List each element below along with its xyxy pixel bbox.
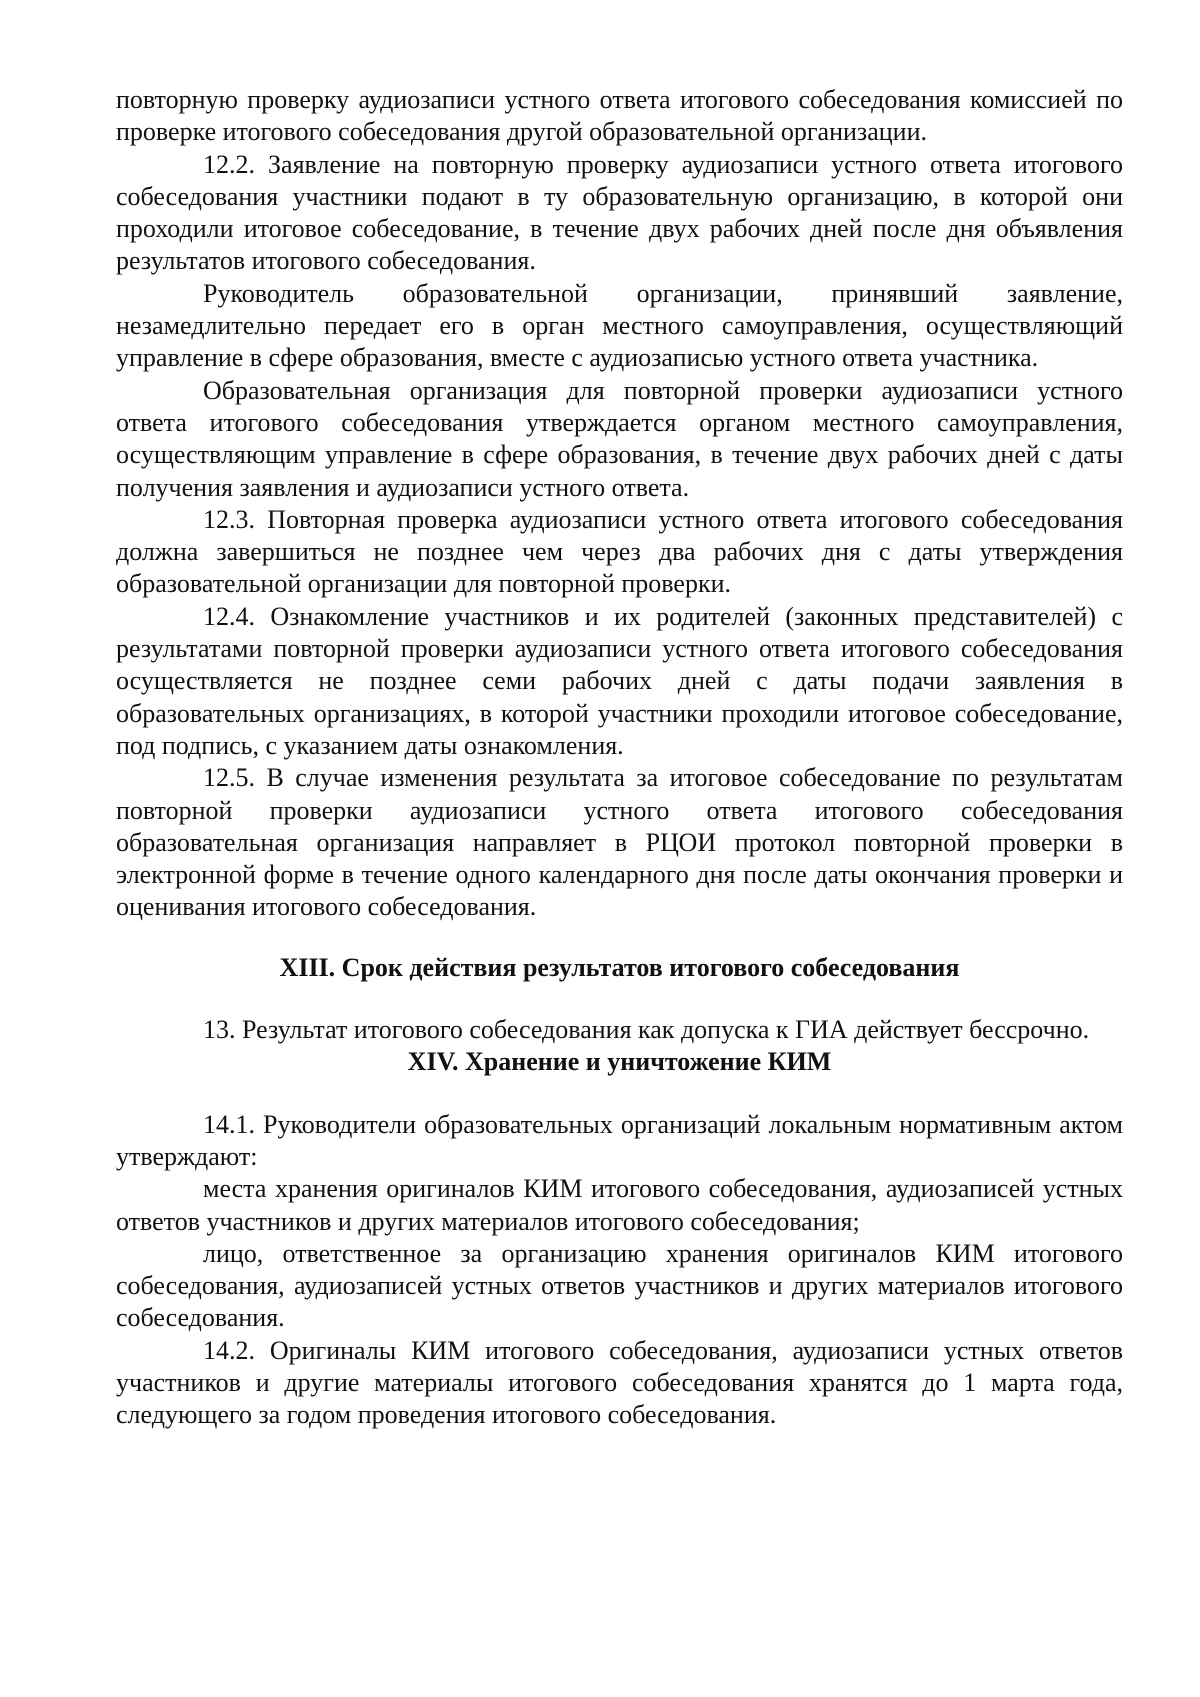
paragraph-12-4: 12.4. Ознакомление участников и их родителей (законных представителей) с результатами повторной проверки аудиозаписи устного ответа итогового собеседования осуществляется не позднее семи рабочих дней с даты подачи заявления в образовательных организациях, в которой участники проходили итоговое собеседование, под подпись, с указанием даты ознакомления.	[116, 601, 1123, 760]
paragraph-12-2-head: Руководитель образовательной организации, принявший заявление, незамедлительно передает его в орган местного самоуправления, осуществляющий управление в сфере образования, вместе с аудиозаписью устного ответа участника.	[116, 278, 1123, 373]
paragraph-14-1-storage-places: места хранения оригиналов КИМ итогового собеседования, аудиозаписей устных ответов участников и других материалов итогового собеседования;	[116, 1174, 1123, 1236]
document-body	[116, 84, 1123, 1432]
paragraph-12-2-organization: Образовательная организация для повторной проверки аудиозаписи устного ответа итогового собеседования утверждается органом местного самоуправления, осуществляющим управление в сфере образования, в течение двух рабочих дней с даты получения заявления и аудиозаписи устного ответа.	[116, 375, 1123, 502]
paragraph-14-1: 14.1. Руководители образовательных организаций локальным нормативным актом утверждают:	[116, 1109, 1123, 1171]
paragraph-12-5: 12.5. В случае изменения результата за итоговое собеседование по результатам повторной проверки аудиозаписи устного ответа итогового собеседования образовательная организация направляет в РЦОИ протокол повторной проверки в электронной форме в течение одного календарного дня после даты окончания проверки и оценивания итогового собеседования.	[116, 763, 1123, 922]
paragraph-14-2: 14.2. Оригиналы КИМ итогового собеседования, аудиозаписи устных ответов участников и другие материалы итогового собеседования хранятся до 1 марта года, следующего за годом проведения итогового собеседования.	[116, 1335, 1123, 1430]
paragraph-12-2: 12.2. Заявление на повторную проверку аудиозаписи устного ответа итогового собеседования участники подают в ту образовательную организацию, в которой они проходили итоговое собеседование, в течение двух рабочих дней после дня объявления результатов итогового собеседования.	[116, 149, 1123, 276]
paragraph-12-3: 12.3. Повторная проверка аудиозаписи устного ответа итогового собеседования должна завершиться не позднее чем через два рабочих дня с даты утверждения образовательной организации для повторной проверки.	[116, 504, 1123, 599]
section-heading-14: XIV. Хранение и уничтожение КИМ	[407, 1047, 832, 1077]
section-heading-13: XIII. Срок действия результатов итогового собеседования	[279, 952, 960, 982]
paragraph-continuation: повторную проверку аудиозаписи устного ответа итогового собеседования комиссией по проверке итогового собеседования другой образовательной организации.	[116, 85, 1123, 147]
paragraph-14-1-responsible-person: лицо, ответственное за организацию хранения оригиналов КИМ итогового собеседования, аудиозаписей устных ответов участников и других материалов итогового собеседования.	[116, 1238, 1123, 1333]
paragraph-13: 13. Результат итогового собеседования как допуска к ГИА действует бессрочно.	[203, 1015, 1090, 1045]
